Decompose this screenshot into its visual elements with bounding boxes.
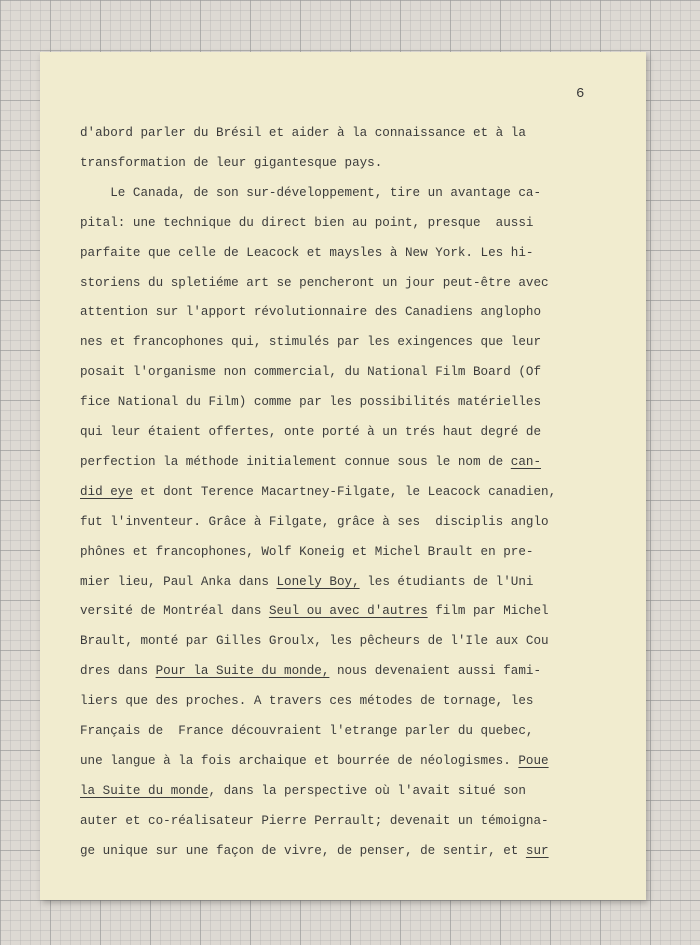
text-run: Le Canada, de son sur-développement, tire un avantage ca- xyxy=(80,186,542,200)
text-line xyxy=(80,693,533,709)
text-line xyxy=(80,813,549,829)
text-run: pital: une technique du direct bien au point, presque aussi xyxy=(80,216,534,230)
text-run: qui leur étaient offertes, onte porté à un trés haut degré de xyxy=(80,425,542,439)
text-line xyxy=(80,424,541,440)
text-run: liers que des proches. A travers ces métodes de tornage, les xyxy=(80,694,534,708)
text-line xyxy=(80,364,541,380)
text-line xyxy=(80,125,526,141)
text-run: perfection la méthode initialement connue sous le nom de xyxy=(80,455,511,469)
text-run: auter et co-réalisateur Pierre Perrault; devenait un témoigna- xyxy=(80,814,549,828)
text-run: attention sur l'apport révolutionnaire des Canadiens anglopho xyxy=(80,305,542,319)
text-line xyxy=(80,245,533,261)
text-line xyxy=(80,574,533,590)
text-run: dres dans xyxy=(80,664,156,678)
underlined-title: Seul ou avec d'autres xyxy=(268,604,428,618)
text-run: ge unique sur une façon de vivre, de penser, de sentir, et xyxy=(80,844,526,858)
text-run: nes et francophones qui, stimulés par les exingences que leur xyxy=(80,335,542,349)
typewritten-page xyxy=(40,52,646,900)
text-line xyxy=(80,723,533,739)
text-run: les étudiants de l'Uni xyxy=(359,575,534,589)
text-run: posait l'organisme non commercial, du National Film Board (Of xyxy=(80,365,542,379)
underlined-title: Poue xyxy=(518,754,549,768)
text-line xyxy=(80,155,382,171)
text-run: storiens du spletiéme art se pencheront un jour peut-être avec xyxy=(80,276,549,290)
text-run: Français de France découvraient l'etrange parler du quebec, xyxy=(80,724,534,738)
underlined-title: la Suite du monde xyxy=(80,784,209,798)
underlined-title: Lonely Boy, xyxy=(276,575,360,589)
text-run: fut l'inventeur. Grâce à Filgate, grâce à ses disciplis anglo xyxy=(80,515,549,529)
text-line xyxy=(80,334,541,350)
text-run: fice National du Film) comme par les possibilités matérielles xyxy=(80,395,542,409)
underlined-title: can- xyxy=(510,455,542,469)
text-line xyxy=(80,663,541,679)
text-run: et dont Terence Macartney-Filgate, le Leacock canadien, xyxy=(132,485,557,499)
text-line xyxy=(80,484,556,500)
text-run: une langue à la fois archaique et bourrée de néologismes. xyxy=(80,754,519,768)
text-run: mier lieu, Paul Anka dans xyxy=(80,575,277,589)
text-run: d'abord parler du Brésil et aider à la connaissance et à la xyxy=(80,126,526,140)
text-line xyxy=(80,633,549,649)
text-run: phônes et francophones, Wolf Koneig et Michel Brault en pre- xyxy=(80,545,534,559)
underlined-title: did eye xyxy=(80,485,133,499)
text-run: transformation de leur gigantesque pays. xyxy=(80,156,383,170)
text-run: , dans la perspective où l'avait situé son xyxy=(208,784,526,798)
text-run: nous devenaient aussi fami- xyxy=(329,664,542,678)
text-line xyxy=(80,275,549,291)
text-line xyxy=(80,544,533,560)
text-run: parfaite que celle de Leacock et maysles à New York. Les hi- xyxy=(80,246,534,260)
text-line xyxy=(80,753,549,769)
text-run: versité de Montréal dans xyxy=(80,604,269,618)
text-line xyxy=(80,394,541,410)
underlined-title: sur xyxy=(525,844,549,858)
text-line xyxy=(80,304,541,320)
text-line xyxy=(80,603,549,619)
text-line xyxy=(80,783,526,799)
text-line xyxy=(80,514,549,530)
underlined-title: Pour la Suite du monde, xyxy=(155,664,330,678)
text-line xyxy=(80,843,549,859)
text-run: film par Michel xyxy=(427,604,549,618)
text-run: Brault, monté par Gilles Groulx, les pêcheurs de l'Ile aux Cou xyxy=(80,634,549,648)
page-number: 6 xyxy=(576,86,585,102)
text-line xyxy=(80,185,541,201)
text-line xyxy=(80,215,533,231)
text-line xyxy=(80,454,541,470)
